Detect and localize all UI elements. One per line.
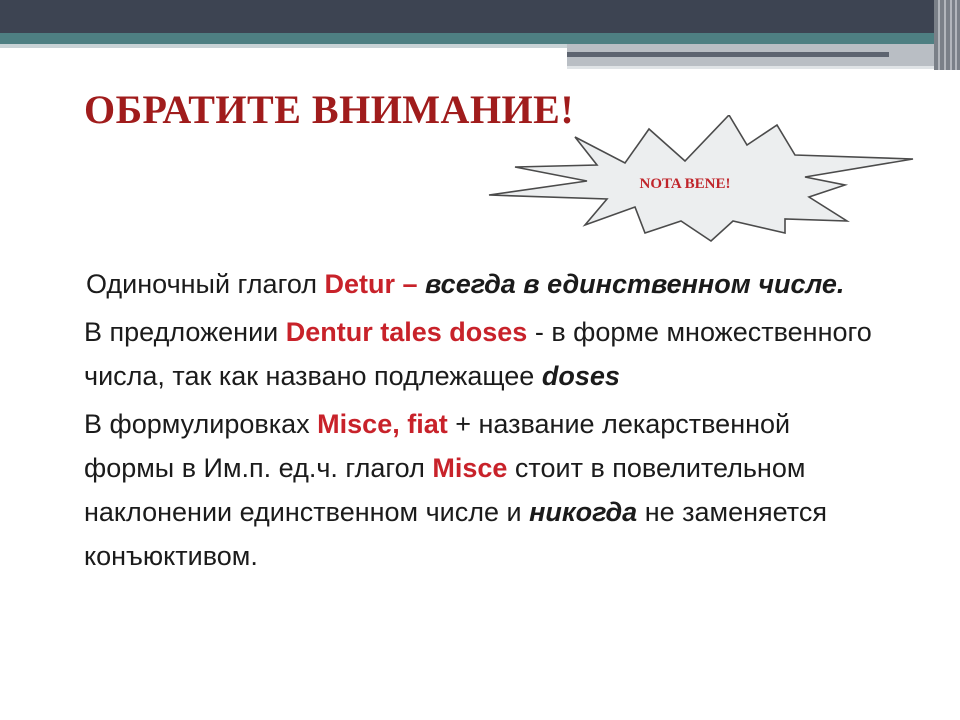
- p2-dentur: Dentur tales doses: [285, 317, 528, 347]
- p3-misce-fiat: Misce, fiat: [317, 409, 448, 439]
- corner-decoration: [934, 0, 960, 70]
- p2-text: В предложении: [84, 317, 286, 347]
- slide-title: ОБРАТИТЕ ВНИМАНИЕ!: [84, 87, 575, 132]
- header-stripe-dark: [567, 52, 889, 57]
- p3-never: никогда: [529, 497, 638, 527]
- p2-text-2: - в форме множественного числа, так как названо подлежащее: [84, 317, 872, 391]
- p3-text: В формулировках: [84, 409, 318, 439]
- header-stripe-pale: [567, 66, 960, 69]
- p1-detur: Detur –: [324, 269, 426, 299]
- nota-bene-label: NOTA BENE!: [639, 176, 731, 192]
- p3-text-3: стоит в повелительном наклонении единственном числе и: [84, 453, 806, 527]
- p1-emphasis: всегда в единственном числе.: [425, 269, 845, 299]
- header-bar: [0, 0, 960, 33]
- p3-text-4: не заменяется конъюктивом.: [84, 497, 827, 571]
- slide-body: [84, 262, 884, 582]
- p3-text-2: + название лекарственной формы в Им.п. ед.ч. глагол: [84, 409, 791, 483]
- paragraph-2: [84, 310, 884, 398]
- paragraph-1: [84, 262, 884, 306]
- paragraph-3: [84, 402, 884, 578]
- p3-misce: Misce: [432, 453, 508, 483]
- p2-doses: doses: [541, 361, 620, 391]
- p1-text: Одиночный глагол: [86, 269, 325, 299]
- header-stripe-teal: [0, 33, 960, 44]
